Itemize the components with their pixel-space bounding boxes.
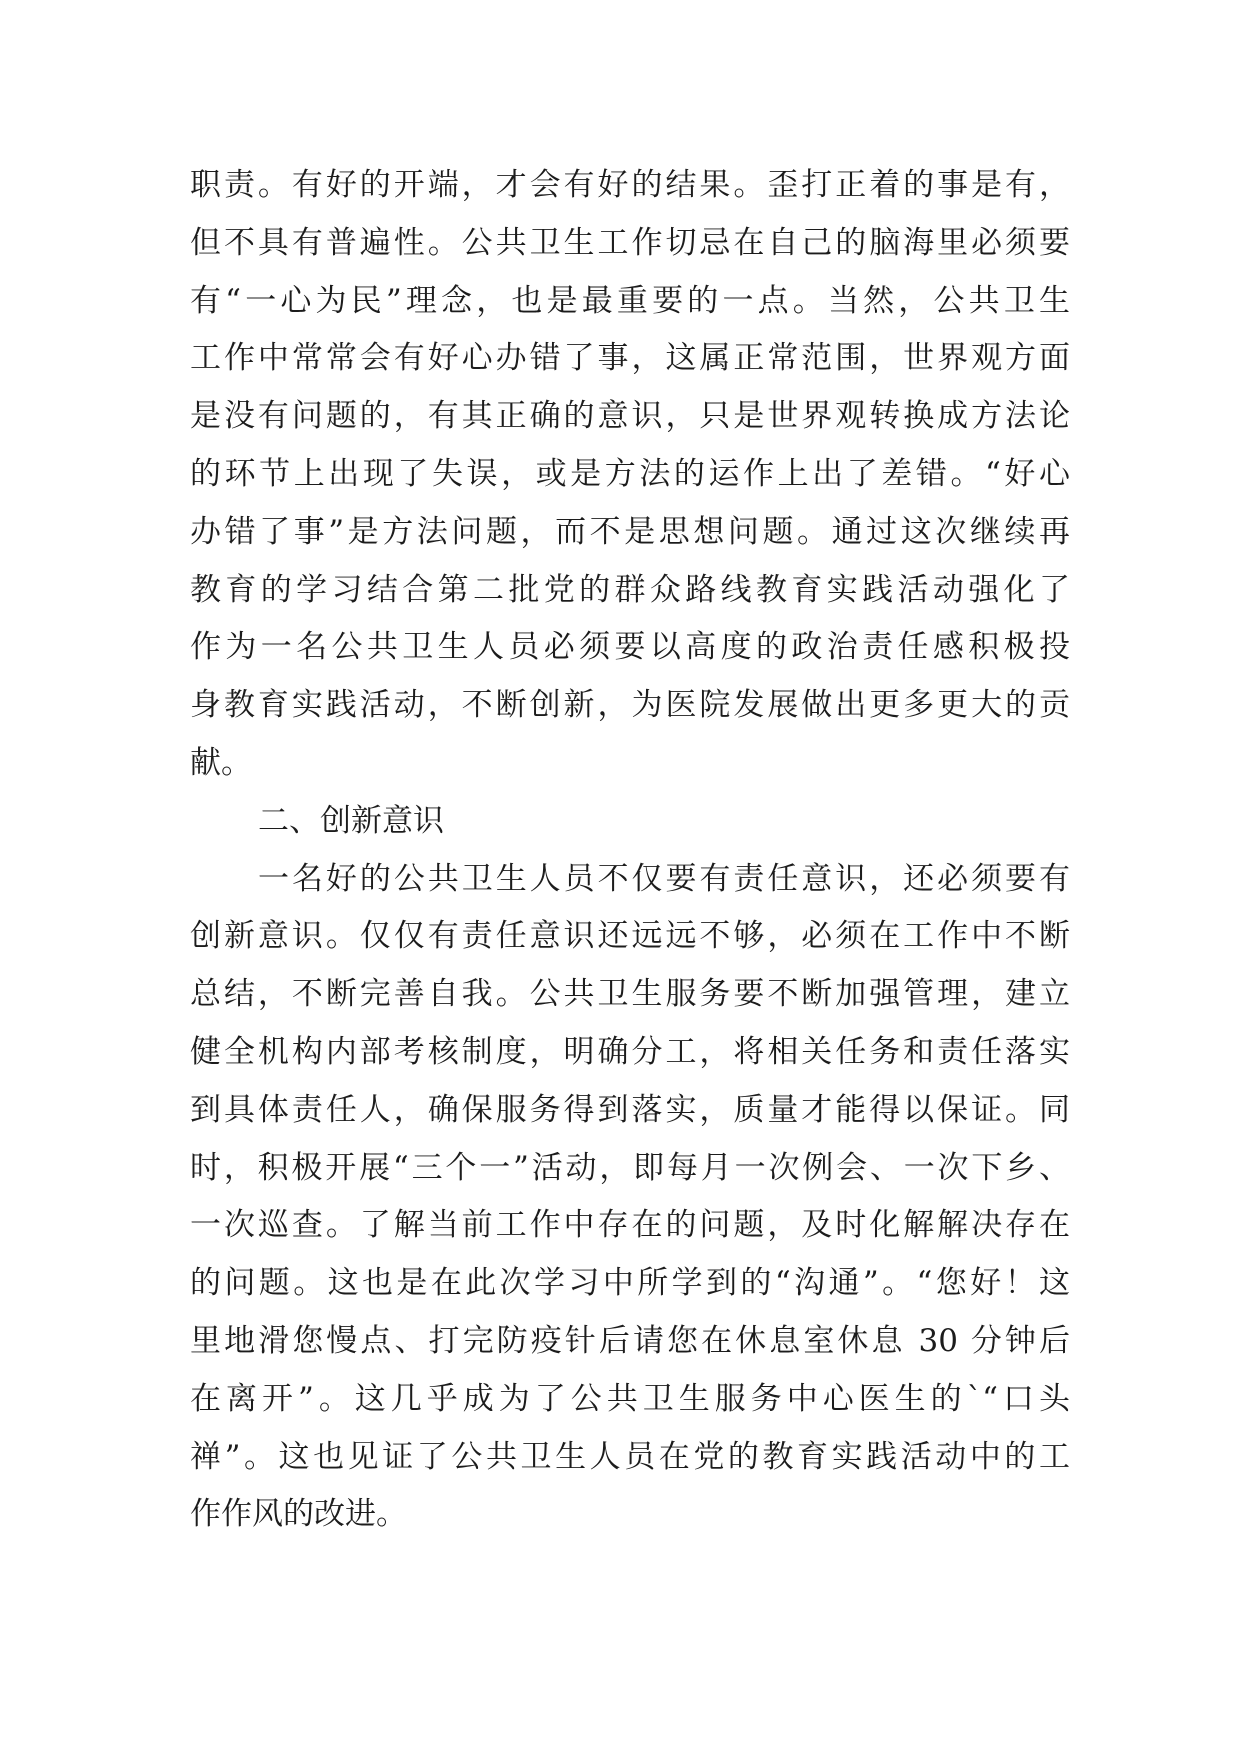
text-line: 教育的学习结合第二批党的群众路线教育实践活动强化了 [190,571,1070,608]
text-line: 禅”。这也见证了公共卫生人员在党的教育实践活动中的工 [190,1438,1070,1475]
text-line: 职责。有好的开端，才会有好的结果。歪打正着的事是有， [190,167,1070,203]
text-line: 的环节上出现了失误，或是方法的运作上出了差错。“好心 [190,455,1070,492]
paragraph-innovation [190,851,1070,1545]
text-line: 作作风的改进。 [190,1496,407,1533]
section-heading: 二、创新意识 [258,802,444,839]
text-line: 办错了事”是方法问题，而不是思想问题。通过这次继续再 [190,513,1070,550]
text-line: 在离开”。这几乎成为了公共卫生服务中心医生的`“口头 [190,1380,1070,1417]
text-line: 里地滑您慢点、打完防疫针后请您在休息室休息 30 分钟后 [190,1322,1070,1359]
text-line: 献。 [190,744,252,781]
text-line: 作为一名公共卫生人员必须要以高度的政治责任感积极投 [190,629,1070,666]
body-text [190,157,1070,1544]
text-line: 总结，不断完善自我。公共卫生服务要不断加强管理，建立 [190,976,1070,1013]
text-line: 时，积极开展“三个一”活动，即每月一次例会、一次下乡、 [190,1149,1070,1186]
text-line: 身教育实践活动，不断创新，为医院发展做出更多更大的贡 [190,687,1070,724]
text-line: 一次巡查。了解当前工作中存在的问题，及时化解解决存在 [190,1207,1070,1244]
text-line: 一名好的公共卫生人员不仅要有责任意识，还必须要有 [258,860,1070,897]
text-line: 工作中常常会有好心办错了事，这属正常范围，世界观方面 [190,340,1070,377]
text-line: 健全机构内部考核制度，明确分工，将相关任务和责任落实 [190,1033,1070,1070]
text-line: 到具体责任人，确保服务得到落实，质量才能得以保证。同 [190,1091,1070,1128]
text-line: 的问题。这也是在此次学习中所学到的“沟通”。“您好！这 [190,1265,1070,1302]
text-line: 创新意识。仅仅有责任意识还远远不够，必须在工作中不断 [190,918,1070,955]
text-line: 是没有问题的，有其正确的意识，只是世界观转换成方法论 [190,398,1070,435]
text-line: 但不具有普遍性。公共卫生工作切忌在自己的脑海里必须要 [190,224,1070,261]
text-line: 有“一心为民”理念，也是最重要的一点。当然，公共卫生 [190,282,1070,319]
paragraph-responsibility [190,157,1070,793]
